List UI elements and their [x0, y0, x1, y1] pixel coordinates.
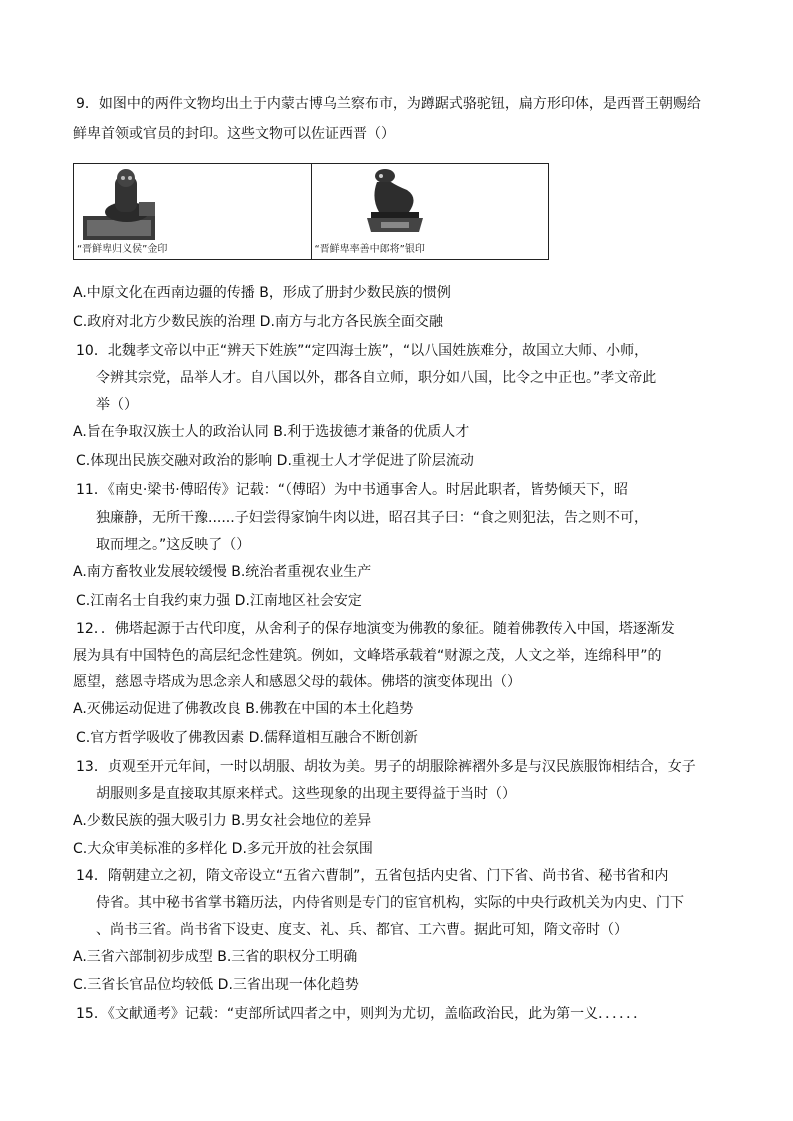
q11-stem-line-3: 取而埋之。”这反映了（） [96, 537, 251, 553]
q12-stem-line-3: 愿望，慈恩寺塔成为思念亲人和感恩父母的载体。佛塔的演变体现出（） [73, 674, 521, 690]
q12-option-ab: A.灭佛运动促进了佛教改良 B.佛教在中国的本土化趋势 [73, 701, 414, 717]
q12-stem-line-2: 展为具有中国特色的高层纪念性建筑。例如，文峰塔承载着“财源之茂，人文之举，连绵科甲”的 [73, 648, 662, 664]
q14-stem-line-1: 14．隋朝建立之初，隋文帝设立“五省六曹制”，五省包括内史省、门下省、尚书省、秘书省和内 [76, 868, 669, 884]
silver-seal-image [357, 168, 457, 243]
q11-stem-line-1: 11．《南史·梁书·傅昭传》记载：“（傅昭）为中书通事舍人。时居此职者，皆势倾天下，昭 [76, 482, 628, 498]
q12-stem-line-1: 12．．佛塔起源于古代印度，从舍利子的保存地演变为佛教的象征。随着佛教传入中国，塔逐渐发 [76, 621, 675, 637]
q9-option-cd: C.政府对北方少数民族的治理 D.南方与北方各民族全面交融 [73, 314, 443, 330]
q12-option-cd: C.官方哲学吸收了佛教因素 D.儒释道相互融合不断创新 [76, 730, 418, 746]
q14-option-cd: C.三省长官品位均较低 D.三省出现一体化趋势 [73, 977, 359, 993]
q14-stem-line-2: 侍省。其中秘书省掌书籍历法，内侍省则是专门的宦官机构，实际的中央行政机关为内史、门下 [96, 895, 684, 911]
q10-stem-line-3: 举（） [96, 397, 138, 413]
figure-cell-silver-seal [311, 164, 549, 259]
q10-option-cd: C.体现出民族交融对政治的影响 D.重视士人才学促进了阶层流动 [76, 453, 474, 469]
q14-option-ab: A.三省六部制初步成型 B.三省的职权分工明确 [73, 949, 358, 965]
q9-option-ab: A.中原文化在西南边疆的传播 B，形成了册封少数民族的惯例 [73, 285, 451, 301]
q13-option-ab: A.少数民族的强大吸引力 B.男女社会地位的差异 [73, 813, 372, 829]
q10-stem-line-2: 令辨其宗党，品举人才。自八国以外，郡各自立师，职分如八国，比令之中正也。”孝文帝此 [96, 370, 657, 386]
q13-option-cd: C.大众审美标准的多样化 D.多元开放的社会氛围 [73, 841, 373, 857]
q13-stem-line-1: 13．贞观至开元年间，一时以胡服、胡妆为美。男子的胡服除裤褶外多是与汉民族服饰相结合，女子 [76, 759, 696, 775]
gold-seal-image [79, 166, 199, 246]
right-caption: “晋鲜卑率善中郎将”银印 [314, 244, 425, 255]
q11-option-ab: A.南方畜牧业发展较缓慢 B.统治者重视农业生产 [73, 564, 372, 580]
q9-stem-line-1: 9．如图中的两件文物均出土于内蒙古博乌兰察布市，为蹲踞式骆驼钮，扁方形印体，是西晋王朝赐给 [76, 96, 701, 112]
q11-stem-line-2: 独廉静，无所干豫......子妇尝得家饷牛肉以进，昭召其子曰：“食之则犯法，告之则不可， [96, 510, 648, 526]
q10-option-ab: A.旨在争取汉族士人的政治认同 B.利于选拔德才兼备的优质人才 [73, 424, 470, 440]
q10-stem-line-1: 10．北魏孝文帝以中正“辨天下姓族”“定四海士族”，“以八国姓族难分，故国立大师、小师， [76, 343, 649, 359]
q15-stem-line-1: 15．《文献通考》记载：“吏部所试四者之中，则判为尤切，盖临政治民，此为第一义．．．．．． [76, 1006, 648, 1022]
q11-option-cd: C.江南名士自我约束力强 D.江南地区社会安定 [76, 593, 362, 609]
q14-stem-line-3: 、尚书三省。尚书省下设吏、度支、礼、兵、都官、工六曹。据此可知，隋文帝时（） [96, 922, 628, 938]
q13-stem-line-2: 胡服则多是直接取其原来样式。这些现象的出现主要得益于当时（） [96, 786, 516, 802]
q9-stem-line-2: 鲜卑首领或官员的封印。这些文物可以佐证西晋（） [73, 126, 395, 142]
figure-cell-gold-seal [74, 164, 311, 259]
q9-figure [73, 163, 549, 260]
left-caption: “晋鲜卑归义侯”金印 [77, 244, 168, 255]
